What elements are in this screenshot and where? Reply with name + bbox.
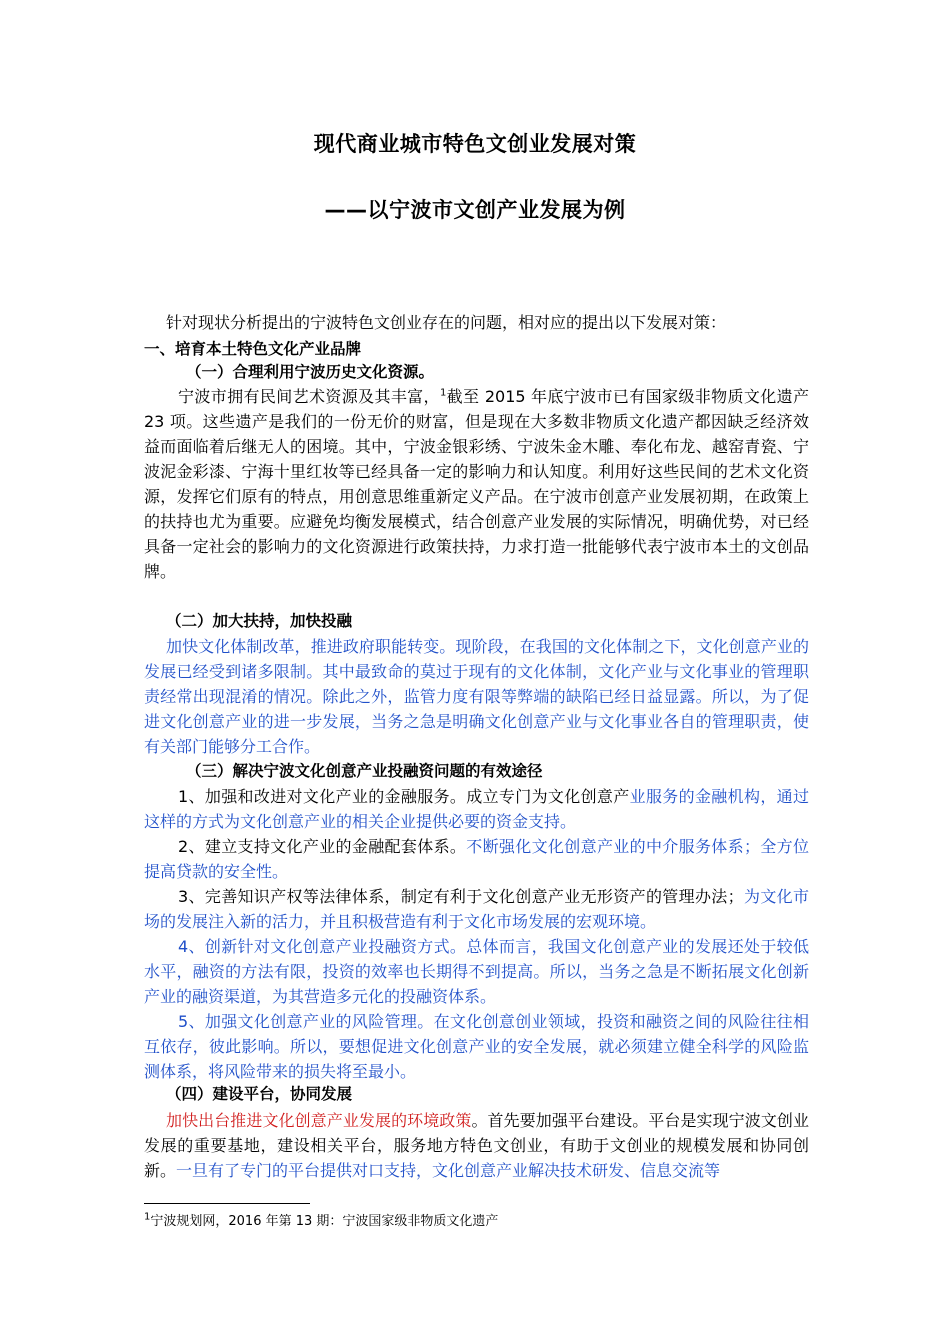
list-item-3-highlight: 为文化市场的发展注入新的活力，并且积极营造有利于文化市场发展的宏观环境。 <box>144 887 809 931</box>
list-item-5: 5、加强文化创意产业的风险管理。在文化创意创业领域，投资和融资之间的风险往往相互依存，彼此影响。所以，要想促进文化创意产业的安全发展，就必须建立健全科学的风险监测体系，将风险带来的损失将至最小。 <box>144 1012 809 1081</box>
paragraph-heritage <box>144 384 809 584</box>
footnote <box>144 1210 498 1229</box>
list-item-4: 4、创新针对文化创意产业投融资方式。总体而言，我国文化创意产业的发展还处于较低水平，融资的方法有限，投资的效率也长期得不到提高。所以，当务之急是不断拓展文化创新产业的融资渠道，为其营造多元化的投融资体系。 <box>144 937 809 1006</box>
footnote-text: 宁波规划网，2016 年第 13 期：宁波国家级非物质文化遗产 <box>150 1214 499 1229</box>
paragraph-platform-highlight-blue: 一旦有了专门的平台提供对口支持，文化创意产业解决技术研发、信息交流等 <box>176 1161 721 1180</box>
section-heading-1: 一、培育本土特色文化产业品牌 <box>144 340 362 358</box>
document-title: 现代商业城市特色文创业发展对策 <box>313 132 637 156</box>
paragraph-heritage-part-b: 截至 2015 年底宁波市已有国家级非物质文化遗产 23 项。这些遗产是我们的一份无价的财富，但是现在大多数非物质文化遗产都因缺乏经济效益而面临着后继无人的困境。其中，宁波金银彩绣、宁波朱金木雕、奉化布龙、越窑青瓷、宁波泥金彩漆、宁海十里红妆等已经具备一定的影响力和认知度。利用好这些民间的艺术文化资源，发挥它们原有的特点，用创意思维重新定义产品。在宁波市创意产业发展初期，在政策上的扶持也尤为重要。应避免均衡发展模式，结合创意产业发展的实际情况，明确优势，对已经具备一定社会的影响力的文化资源进行政策扶持，力求打造一批能够代表宁波市本土的文创品牌。 <box>144 387 809 581</box>
paragraph-platform <box>144 1108 809 1183</box>
paragraph-platform-text: 。首先要加强平台建设。平台是实现宁波文创业发展的重要基地，建设相关平台，服务地方特色文创业，有助于文创业的规模发展和协同创新。 <box>144 1111 809 1180</box>
paragraph-platform-highlight-red: 加快出台推进文化创意产业发展的环境政策 <box>166 1111 472 1130</box>
list-item-2-text: 2、建立支持文化产业的金融配套体系。 <box>178 837 467 856</box>
subsection-heading-3: （三）解决宁波文化创意产业投融资问题的有效途径 <box>186 762 543 780</box>
list-item-2-highlight: 不断强化文化创意产业的中介服务体系；全方位提高贷款的安全性。 <box>144 837 809 881</box>
list-item-1 <box>144 784 809 834</box>
footnote-separator <box>144 1203 310 1204</box>
paragraph-heritage-part-a: 宁波市拥有民间艺术资源及其丰富， <box>178 387 440 406</box>
list-item-2 <box>144 834 809 884</box>
list-item-1-highlight: 业服务的金融机构，通过这样的方式为文化创意产业的相关企业提供必要的资金支持。 <box>144 787 809 831</box>
paragraph-support: 加快文化体制改革，推进政府职能转变。现阶段，在我国的文化体制之下，文化创意产业的发展已经受到诸多限制。其中最致命的莫过于现有的文化体制，文化产业与文化事业的管理职责经常出现混淆的情况。除此之外，监管力度有限等弊端的缺陷已经日益显露。所以，为了促进文化创意产业的进一步发展，当务之急是明确文化创意产业与文化事业各自的管理职责，使有关部门能够分工合作。 <box>144 637 809 756</box>
document-subtitle: ——以宁波市文创产业发展为例 <box>324 198 626 222</box>
subsection-heading-4: （四）建设平台，协同发展 <box>166 1085 353 1103</box>
intro-paragraph: 针对现状分析提出的宁波特色文创业存在的问题，相对应的提出以下发展对策： <box>166 313 727 332</box>
list-item-3 <box>144 884 809 934</box>
subsection-heading-1: （一）合理利用宁波历史文化资源。 <box>186 363 435 381</box>
list-item-3-text: 3、完善知识产权等法律体系，制定有利于文化创意产业无形资产的管理办法； <box>178 887 744 906</box>
list-item-1-text: 1、加强和改进对文化产业的金融服务。成立专门为文化创意产 <box>178 787 630 806</box>
subsection-heading-2: （二）加大扶持，加快投融 <box>166 612 353 630</box>
footnote-reference[interactable]: 1 <box>439 387 447 399</box>
footnote-mark: 1 <box>144 1211 151 1223</box>
